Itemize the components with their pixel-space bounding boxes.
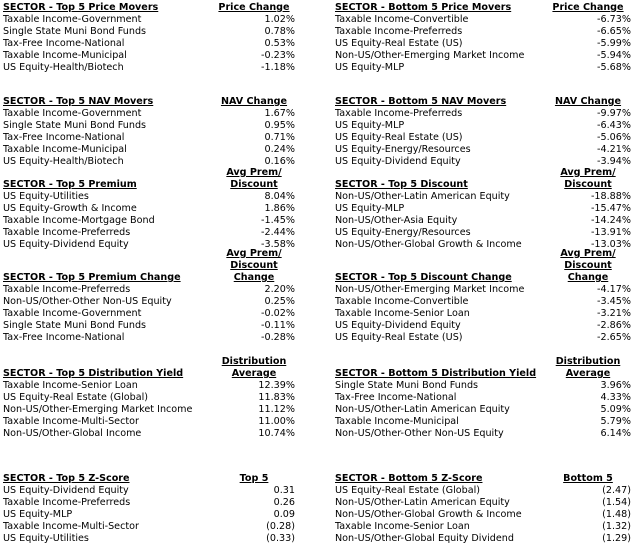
table-row [3, 144, 319, 156]
sector-value: 0.25% [264, 296, 295, 307]
sector-value: -6.43% [597, 120, 631, 131]
table-title: SECTOR - Top 5 Price Movers [3, 2, 159, 13]
sector-name: Taxable Income-Municipal [3, 144, 127, 155]
table-row [335, 392, 635, 404]
sector-value: -13.91% [590, 227, 631, 238]
sector-value: -2.44% [261, 227, 295, 238]
table-row [3, 428, 319, 440]
sector-value: 0.71% [264, 132, 295, 143]
table-header [3, 356, 319, 380]
sector-table-right [335, 2, 635, 74]
sector-name: Taxable Income-Preferreds [3, 497, 131, 508]
table-row [335, 521, 635, 533]
column-header: Avg Prem/ Discount Change [560, 248, 616, 283]
table-row [3, 509, 319, 521]
sector-value: 1.02% [264, 14, 295, 25]
sector-name: Tax-Free Income-National [3, 38, 125, 49]
sector-value: -3.94% [597, 156, 631, 167]
table-row [335, 191, 635, 203]
table-title: SECTOR - Top 5 Distribution Yield [3, 368, 184, 379]
sector-table-right [335, 473, 635, 545]
sector-name: Taxable Income-Government [3, 108, 142, 119]
sector-value: 10.74% [258, 428, 295, 439]
sector-name: US Equity-Dividend Equity [335, 156, 461, 167]
sector-value: -0.11% [261, 320, 295, 331]
sector-name: Non-US/Other-Emerging Market Income [335, 50, 525, 61]
sector-value: 11.83% [258, 392, 295, 403]
sector-table-left [3, 96, 319, 168]
sector-name: Single State Muni Bond Funds [3, 120, 147, 131]
sector-name: US Equity-Dividend Equity [3, 485, 129, 496]
sector-value: 11.00% [258, 416, 295, 427]
sector-table-left [3, 2, 319, 74]
sector-name: Non-US/Other-Latin American Equity [335, 404, 510, 415]
table-row [3, 332, 319, 344]
table-title: SECTOR - Bottom 5 Price Movers [335, 2, 512, 13]
table-title: SECTOR - Bottom 5 Distribution Yield [335, 368, 537, 379]
table-row [335, 284, 635, 296]
table-row [335, 215, 635, 227]
sector-value: -4.21% [597, 144, 631, 155]
sector-value: 1.86% [264, 203, 295, 214]
sector-table-right [335, 167, 635, 251]
table-row [335, 380, 635, 392]
column-header: Avg Prem/ Discount Change [226, 248, 282, 283]
table-header [3, 248, 319, 284]
sector-name: US Equity-Utilities [3, 191, 89, 202]
sector-name: US Equity-MLP [335, 203, 405, 214]
sector-name: US Equity-Dividend Equity [3, 239, 129, 250]
table-header [3, 2, 319, 14]
table-row [3, 26, 319, 38]
column-header: Top 5 [239, 473, 269, 484]
sector-name: Tax-Free Income-National [335, 392, 457, 403]
table-row [3, 533, 319, 545]
table-row [335, 404, 635, 416]
column-header: Price Change [218, 2, 290, 13]
sector-value: 0.09 [273, 509, 295, 520]
table-row [335, 203, 635, 215]
sector-name: Non-US/Other-Emerging Market Income [3, 404, 193, 415]
column-header: Distribution Average [555, 356, 621, 379]
sector-name: Single State Muni Bond Funds [335, 380, 479, 391]
table-row [335, 332, 635, 344]
sector-name: US Equity-Growth & Income [3, 203, 137, 214]
column-header: Avg Prem/ Discount [226, 167, 282, 190]
table-header [335, 2, 635, 14]
table-title: SECTOR - Top 5 Discount Change [335, 272, 512, 283]
table-row [3, 120, 319, 132]
sector-value: -2.65% [597, 332, 631, 343]
sector-name: Non-US/Other-Global Growth & Income [335, 239, 522, 250]
sector-name: Non-US/Other-Latin American Equity [335, 497, 510, 508]
table-header [3, 167, 319, 191]
table-title: SECTOR - Bottom 5 NAV Movers [335, 96, 507, 107]
sector-name: Taxable Income-Convertible [335, 296, 469, 307]
sector-value: -3.58% [261, 239, 295, 250]
sector-value: -13.03% [590, 239, 631, 250]
sector-value: -9.97% [597, 108, 631, 119]
sector-table-left [3, 473, 319, 545]
table-title: SECTOR - Bottom 5 Z-Score [335, 473, 483, 484]
table-row [335, 62, 635, 74]
table-row [3, 380, 319, 392]
sector-name: Taxable Income-Municipal [335, 416, 459, 427]
sector-value: -1.45% [261, 215, 295, 226]
sector-value: 2.20% [264, 284, 295, 295]
sector-name: Taxable Income-Municipal [3, 50, 127, 61]
sector-name: Taxable Income-Preferreds [335, 26, 463, 37]
sector-value: (1.48) [602, 509, 631, 520]
sector-value: 12.39% [258, 380, 295, 391]
sector-value: -5.99% [597, 38, 631, 49]
sector-value: 3.96% [600, 380, 631, 391]
table-row [335, 50, 635, 62]
sector-value: 0.78% [264, 26, 295, 37]
table-row [335, 533, 635, 545]
table-row [3, 215, 319, 227]
sector-value: (2.47) [602, 485, 631, 496]
sector-name: Single State Muni Bond Funds [3, 320, 147, 331]
sector-name: Single State Muni Bond Funds [3, 26, 147, 37]
sector-value: -15.47% [590, 203, 631, 214]
sector-value: 11.12% [258, 404, 295, 415]
column-header: Avg Prem/ Discount [560, 167, 616, 190]
sector-name: Taxable Income-Multi-Sector [3, 521, 139, 532]
sector-name: Taxable Income-Preferreds [3, 284, 131, 295]
sector-name: Non-US/Other-Latin American Equity [335, 191, 510, 202]
sector-name: Non-US/Other-Other Non-US Equity [3, 296, 172, 307]
sector-value: -18.88% [590, 191, 631, 202]
sector-value: 0.53% [264, 38, 295, 49]
table-row [3, 108, 319, 120]
sector-name: US Equity-Health/Biotech [3, 156, 124, 167]
sector-name: US Equity-Energy/Resources [335, 227, 471, 238]
sector-value: -0.28% [261, 332, 295, 343]
table-header [3, 473, 319, 485]
sector-name: US Equity-Health/Biotech [3, 62, 124, 73]
table-row [335, 296, 635, 308]
sector-value: (0.33) [266, 533, 295, 544]
sector-table-left [3, 248, 319, 344]
table-header [335, 248, 635, 284]
sector-name: US Equity-Real Estate (US) [335, 332, 463, 343]
sector-name: US Equity-MLP [335, 120, 405, 131]
sector-table-right [335, 96, 635, 168]
table-row [3, 404, 319, 416]
sector-name: Taxable Income-Senior Loan [335, 308, 470, 319]
sector-name: Non-US/Other-Global Income [3, 428, 142, 439]
sector-table-right [335, 356, 635, 440]
sector-value: -6.65% [597, 26, 631, 37]
table-row [335, 497, 635, 509]
table-row [3, 50, 319, 62]
sector-name: Non-US/Other-Other Non-US Equity [335, 428, 504, 439]
table-row [335, 416, 635, 428]
sector-value: 1.67% [264, 108, 295, 119]
sector-value: 8.04% [264, 191, 295, 202]
sector-value: -3.21% [597, 308, 631, 319]
table-row [3, 132, 319, 144]
sector-value: -0.02% [261, 308, 295, 319]
sector-name: US Equity-Energy/Resources [335, 144, 471, 155]
table-row [335, 14, 635, 26]
sector-name: US Equity-Real Estate (US) [335, 132, 463, 143]
table-row [335, 120, 635, 132]
sector-name: Non-US/Other-Asia Equity [335, 215, 458, 226]
sector-name: US Equity-Utilities [3, 533, 89, 544]
sector-value: -6.73% [597, 14, 631, 25]
sector-value: 4.33% [600, 392, 631, 403]
column-header: Distribution Average [221, 356, 287, 379]
table-row [335, 428, 635, 440]
table-row [3, 296, 319, 308]
table-title: SECTOR - Top 5 Premium [3, 179, 137, 190]
sector-value: -3.45% [597, 296, 631, 307]
sector-value: -5.06% [597, 132, 631, 143]
table-row [3, 203, 319, 215]
sector-name: US Equity-MLP [3, 509, 73, 520]
table-header [335, 96, 635, 108]
sector-name: Taxable Income-Preferreds [3, 227, 131, 238]
sector-value: 6.14% [600, 428, 631, 439]
table-row [335, 308, 635, 320]
table-row [3, 227, 319, 239]
sector-value: -4.17% [597, 284, 631, 295]
sector-table-left [3, 356, 319, 440]
sector-name: US Equity-MLP [335, 62, 405, 73]
table-header [335, 473, 635, 485]
sector-name: Taxable Income-Multi-Sector [3, 416, 139, 427]
table-row [3, 14, 319, 26]
table-header [335, 167, 635, 191]
sector-value: -14.24% [590, 215, 631, 226]
sector-name: Taxable Income-Senior Loan [3, 380, 138, 391]
sector-value: 5.79% [600, 416, 631, 427]
sector-value: 0.95% [264, 120, 295, 131]
table-row [3, 320, 319, 332]
sector-name: Non-US/Other-Emerging Market Income [335, 284, 525, 295]
table-row [3, 485, 319, 497]
table-row [335, 108, 635, 120]
column-header: NAV Change [554, 96, 622, 107]
table-row [335, 26, 635, 38]
sector-name: US Equity-Real Estate (US) [335, 38, 463, 49]
sector-value: 0.16% [264, 156, 295, 167]
sector-value: -0.23% [261, 50, 295, 61]
sector-value: (1.54) [602, 497, 631, 508]
sector-value: -1.18% [261, 62, 295, 73]
table-row [3, 308, 319, 320]
sector-name: Non-US/Other-Global Growth & Income [335, 509, 522, 520]
table-row [3, 416, 319, 428]
table-row [3, 521, 319, 533]
table-title: SECTOR - Top 5 Z-Score [3, 473, 130, 484]
table-header [3, 96, 319, 108]
sector-name: US Equity-Real Estate (Global) [3, 392, 149, 403]
sector-name: Taxable Income-Senior Loan [335, 521, 470, 532]
sector-name: US Equity-Dividend Equity [335, 320, 461, 331]
sector-value: -5.68% [597, 62, 631, 73]
sector-value: (1.29) [602, 533, 631, 544]
sector-table-right [335, 248, 635, 344]
column-header: NAV Change [220, 96, 288, 107]
table-row [3, 497, 319, 509]
sector-value: (1.32) [602, 521, 631, 532]
sector-value: 5.09% [600, 404, 631, 415]
sector-name: Tax-Free Income-National [3, 132, 125, 143]
table-row [335, 227, 635, 239]
sector-name: Taxable Income-Government [3, 14, 142, 25]
sector-name: Taxable Income-Government [3, 308, 142, 319]
sector-name: Non-US/Other-Global Equity Dividend [335, 533, 514, 544]
sector-value: 0.26 [273, 497, 295, 508]
sector-name: Tax-Free Income-National [3, 332, 125, 343]
table-row [335, 509, 635, 521]
table-row [3, 38, 319, 50]
table-row [335, 132, 635, 144]
column-header: Bottom 5 [563, 473, 613, 484]
sector-value: (0.28) [266, 521, 295, 532]
sector-value: -5.94% [597, 50, 631, 61]
table-row [335, 38, 635, 50]
table-row [335, 320, 635, 332]
sector-name: Taxable Income-Preferreds [335, 108, 463, 119]
column-header: Price Change [552, 2, 624, 13]
table-row [3, 284, 319, 296]
table-row [3, 191, 319, 203]
sector-table-left [3, 167, 319, 251]
sector-value: -2.86% [597, 320, 631, 331]
sector-name: Taxable Income-Mortgage Bond [3, 215, 155, 226]
table-header [335, 356, 635, 380]
table-row [335, 144, 635, 156]
table-title: SECTOR - Top 5 Premium Change [3, 272, 181, 283]
sector-name: Taxable Income-Convertible [335, 14, 469, 25]
table-title: SECTOR - Top 5 Discount [335, 179, 468, 190]
table-title: SECTOR - Top 5 NAV Movers [3, 96, 154, 107]
table-row [335, 485, 635, 497]
table-row [3, 392, 319, 404]
sector-value: 0.24% [264, 144, 295, 155]
sector-name: US Equity-Real Estate (Global) [335, 485, 481, 496]
sector-value: 0.31 [273, 485, 295, 496]
table-row [3, 62, 319, 74]
